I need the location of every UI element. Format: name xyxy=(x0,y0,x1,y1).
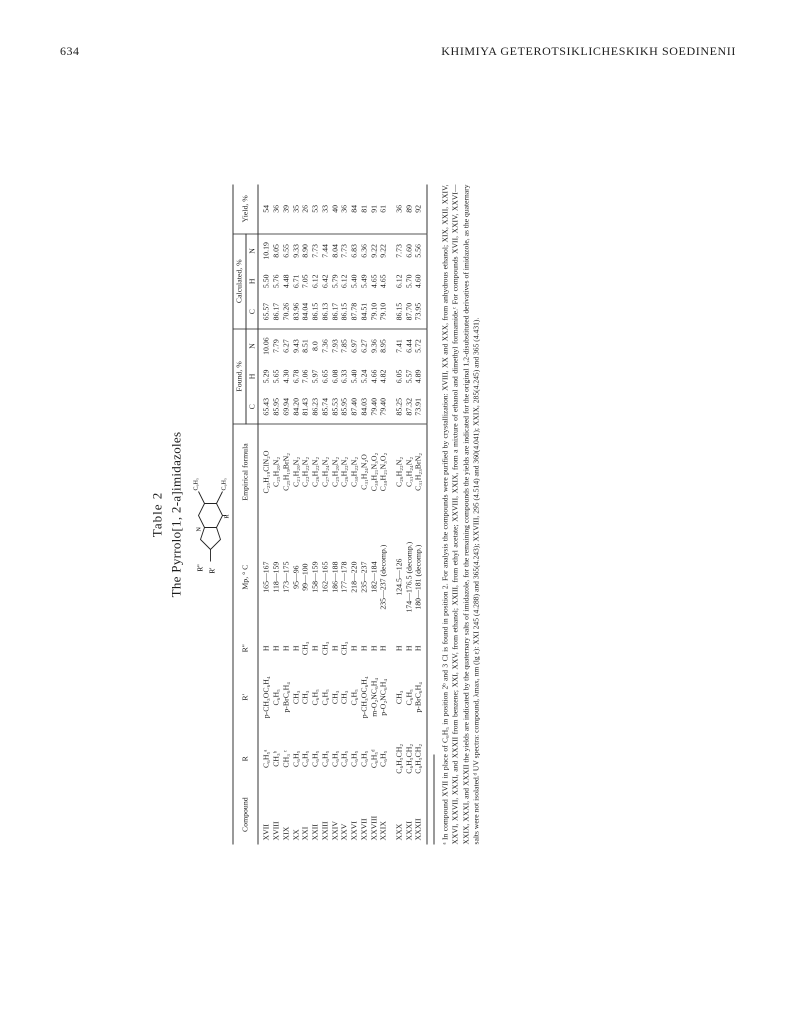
cell-calc-c: 86.13 xyxy=(320,295,330,329)
cell-yield: 84 xyxy=(350,185,360,234)
cell-r2: H xyxy=(394,645,404,652)
cell-r: C₆H₅ xyxy=(330,750,340,767)
cell-yield: 91 xyxy=(369,185,379,234)
cell-found-c: 65.43 xyxy=(258,390,271,424)
cell-calc-h: 4.60 xyxy=(413,274,423,289)
cell-found-h: 5.24 xyxy=(359,369,369,384)
cell-calc-n: 9.33 xyxy=(291,244,301,258)
cell-calc-c: 84.04 xyxy=(301,295,311,329)
cell-r: C₆H₅ xyxy=(339,750,349,767)
cell-calc-n: 9.22 xyxy=(378,244,388,258)
cell-r2: CH₃ xyxy=(339,641,349,656)
cell-calc-h: 5.76 xyxy=(271,274,281,289)
table-row xyxy=(379,185,389,845)
cell-r1: p-CH₃OC₆H₄ xyxy=(261,676,271,719)
col-calc-n: N xyxy=(246,234,259,268)
cell-r2: H xyxy=(404,645,414,652)
col-r2: R'' xyxy=(233,635,258,662)
table-row xyxy=(320,185,330,845)
col-calc-h: H xyxy=(246,268,259,295)
cell-r2: CH₃ xyxy=(300,641,310,656)
cell-found-n: 7.41 xyxy=(394,339,404,353)
cell-compound: XVII xyxy=(261,824,271,841)
cell-calc-c: 86.15 xyxy=(340,295,350,329)
cell-found-n: 9.36 xyxy=(369,339,379,353)
table-row xyxy=(350,185,360,845)
cell-r1: CH₃ xyxy=(339,690,349,705)
cell-r1: CH₃ xyxy=(291,690,301,705)
table-footnotes: ᵃ In compound XVII in place of C₆H₅ in position 2ᵇ and 3 Cl is found in position 2. For analysis the compounds were purified by crystallization: XVIII, XX and XXX, from anhydrous ethanol; XIX, XXII, XXIV, XXVI, XXVII, XXXI, and XXXII from benzene; XXI, XXV, from ethanol; XXIII, from ethyl acetate; XXVIII, XXIX, from a mixture of ethanol and dimethyl formamide.ᶜ For compounds XVII, XXIV, XXVI—XXIX, XXXI, and XXXII the yields are indicated by the quaternary salts of imidazole, for the remaining compounds the yields are indicated for the original 1,2-disubstituted derivatives of imidazole, as the quaternary salts were not isolated.ᵈ UV spectra: compound, λmax, nm (lg ε): XXI 245 (4.288) and 365(4.243); XXVIII, 295 (4.514) and 360(4.041); XXIX, 285(4.245) and 365 (4.431). xyxy=(440,184,481,845)
cell-found-h: 6.08 xyxy=(330,369,340,384)
structure-label-c6h5-bottom: C₆H₅ xyxy=(221,477,228,491)
cell-r: C₆H₅ xyxy=(291,750,301,767)
cell-compound: XXIX xyxy=(378,821,388,841)
cell-yield: 40 xyxy=(330,185,340,234)
cell-mp: 124.5—126 xyxy=(394,558,404,596)
cell-formula: C₃₀H₂₁N₃O₂ xyxy=(378,452,388,492)
cell-compound: XXI xyxy=(300,826,310,841)
cell-formula: C₂₂H₂₂N₂ xyxy=(300,456,310,488)
cell-mp: 118—159 xyxy=(271,561,281,593)
cell-found-c: 87.40 xyxy=(350,390,360,424)
cell-formula: C₂₆H₂₂N₂ xyxy=(339,456,349,488)
table-row xyxy=(414,185,427,845)
cell-formula: C₂₅H₂₀N₂ xyxy=(330,456,340,488)
cell-r1: CH₃ xyxy=(330,690,340,705)
structure-label-r2: R'' xyxy=(196,564,205,572)
cell-r: C₆H₅ xyxy=(300,750,310,767)
cell-r1: C₆H₅ xyxy=(404,689,414,706)
cell-formula: C₂₇H₂₄N₂ xyxy=(320,456,330,488)
cell-r: C₆H₅CH₂ xyxy=(394,743,404,774)
cell-yield: 89 xyxy=(404,185,414,234)
cell-found-h: 6.33 xyxy=(339,369,349,384)
cell-calc-c: 87.78 xyxy=(350,295,360,329)
cell-formula: C₃₀H₂₁N₃O₂ xyxy=(369,452,379,492)
cell-calc-h: 6.12 xyxy=(394,274,404,289)
cell-calc-n: 8.05 xyxy=(271,244,281,258)
cell-calc-n: 9.22 xyxy=(369,244,379,258)
cell-calc-c: 86.15 xyxy=(311,295,321,329)
cell-mp: 180—181 (decomp.) xyxy=(413,544,423,610)
cell-mp: 99—100 xyxy=(300,563,310,591)
cell-calc-c: 70.26 xyxy=(281,295,291,329)
col-calc-c: C xyxy=(246,295,259,329)
cell-r: C₆H₅ xyxy=(320,750,330,767)
cell-r1: C₆H₅ xyxy=(271,689,281,706)
cell-calc-n: 6.83 xyxy=(349,244,359,258)
cell-calc-c: 65.57 xyxy=(258,295,271,329)
cell-yield: 39 xyxy=(281,185,291,234)
cell-r: C₆H₅ᵃ xyxy=(261,749,271,769)
cell-calc-h: 6.12 xyxy=(339,274,349,289)
cell-calc-n: 8.04 xyxy=(330,244,340,258)
cell-r1: C₆H₅ xyxy=(310,689,320,706)
table-row xyxy=(369,185,379,845)
col-found-c: C xyxy=(246,390,259,424)
cell-calc-n: 5.56 xyxy=(413,244,423,258)
cell-mp: 158—159 xyxy=(310,561,320,593)
cell-yield: 92 xyxy=(414,185,427,234)
col-r: R xyxy=(233,733,258,785)
cell-mp: 174—176.5 (decomp.) xyxy=(404,541,414,613)
cell-r2: H xyxy=(330,645,340,652)
col-calculated: Calculated, % xyxy=(233,234,246,329)
cell-r2: H xyxy=(281,645,291,652)
structure-label-r1: R' xyxy=(208,567,217,574)
cell-formula: C₂₆H₂₂N₂ xyxy=(394,456,404,488)
col-found-n: N xyxy=(246,329,259,363)
cell-formula: C₂₅H₂₀N₂ xyxy=(271,456,281,488)
cell-calc-c: 86.17 xyxy=(330,295,340,329)
table-row xyxy=(404,185,414,845)
table-row xyxy=(330,185,340,845)
cell-found-c: 87.32 xyxy=(404,390,414,424)
cell-calc-c: 87.70 xyxy=(404,295,414,329)
cell-calc-c: 86.17 xyxy=(272,295,282,329)
cell-found-c: 85.95 xyxy=(272,390,282,424)
cell-compound: XX xyxy=(291,829,301,841)
cell-found-c: 85.74 xyxy=(320,390,330,424)
cell-compound: XXVIII xyxy=(369,815,379,841)
cell-found-c: 85.95 xyxy=(340,390,350,424)
cell-found-h: 5.29 xyxy=(261,369,271,384)
cell-r: CH₃ᵇ xyxy=(271,750,281,767)
cell-mp: 218—220 xyxy=(349,561,359,593)
cell-calc-n: 6.36 xyxy=(359,244,369,258)
cell-mp: 186—188 xyxy=(330,561,340,593)
cell-calc-c: 86.15 xyxy=(389,295,405,329)
cell-formula: C₂₅H₁₉ClN₂O xyxy=(261,450,271,494)
cell-calc-h: 7.05 xyxy=(300,274,310,289)
pyrroloimidazole-structure-diagram xyxy=(187,440,229,590)
cell-calc-n: 7.73 xyxy=(394,244,404,258)
pyrroloimidazole-table xyxy=(233,185,428,845)
cell-found-c: 69.94 xyxy=(281,390,291,424)
footnote-rule xyxy=(434,755,435,845)
cell-r1: C₆H₅ xyxy=(320,689,330,706)
cell-found-n: 7.79 xyxy=(271,339,281,353)
table-row xyxy=(281,185,291,845)
cell-mp: 235—237 (decomp.) xyxy=(378,544,388,610)
cell-compound: XXII xyxy=(310,824,320,841)
col-found-h: H xyxy=(246,363,259,390)
cell-r1: p-O₂NC₆H₄ xyxy=(378,678,388,716)
cell-found-n: 7.36 xyxy=(320,339,330,353)
cell-yield: 33 xyxy=(320,185,330,234)
cell-mp: 162—165 xyxy=(320,561,330,593)
cell-found-n: 6.44 xyxy=(404,339,414,353)
cell-found-c: 79.40 xyxy=(369,390,379,424)
cell-calc-c: 79.10 xyxy=(379,295,389,329)
cell-calc-n: 8.90 xyxy=(300,244,310,258)
cell-formula: C₂₆H₂₂N₂ xyxy=(310,456,320,488)
table-row xyxy=(389,185,405,845)
cell-r1: C₆H₅ xyxy=(349,689,359,706)
cell-compound: XXVII xyxy=(359,818,369,841)
cell-compound: XXVI xyxy=(349,821,359,841)
cell-r: C₆H₅ᵈ xyxy=(369,749,379,769)
cell-calc-h: 4.48 xyxy=(281,274,291,289)
col-r1: R' xyxy=(233,662,258,733)
cell-compound: XVIII xyxy=(271,821,281,841)
cell-found-h: 5.65 xyxy=(271,369,281,384)
cell-found-h: 5.97 xyxy=(310,369,320,384)
cell-r1: p-BrC₆H₄ xyxy=(413,682,423,713)
table-row xyxy=(340,185,350,845)
cell-calc-h: 6.42 xyxy=(320,274,330,289)
cell-calc-h: 5.50 xyxy=(261,274,271,289)
cell-calc-c: 84.51 xyxy=(359,295,369,329)
table-row xyxy=(311,185,321,845)
cell-calc-n: 7.73 xyxy=(310,244,320,258)
cell-calc-n: 10.19 xyxy=(261,242,271,260)
cell-r1: p-CH₃OC₆H₄ xyxy=(359,676,369,719)
cell-found-h: 6.05 xyxy=(394,369,404,384)
cell-calc-h: 5.70 xyxy=(404,274,414,289)
cell-found-h: 5.57 xyxy=(404,369,414,384)
cell-r2: H xyxy=(349,645,359,652)
cell-r2: CH₃ xyxy=(320,641,330,656)
cell-yield: 36 xyxy=(389,185,405,234)
cell-r2: H xyxy=(378,645,388,652)
cell-calc-n: 7.44 xyxy=(320,244,330,258)
cell-formula: C₃₁H₂₄N₂O xyxy=(359,454,369,490)
cell-calc-h: 5.40 xyxy=(349,274,359,289)
col-mp: Mp, ° C xyxy=(233,519,258,634)
table-title: The Pyrrolo[1, 2-a]imidazoles xyxy=(168,431,184,598)
cell-mp: 235—237 xyxy=(359,561,369,593)
cell-formula: C₃₁H₂₃BrN₂ xyxy=(413,453,423,491)
table-row xyxy=(359,185,369,845)
cell-found-c: 85.25 xyxy=(389,390,405,424)
cell-found-c: 84.03 xyxy=(359,390,369,424)
col-found: Found, % xyxy=(233,329,246,424)
cell-formula: C₃₁H₂₄N₂ xyxy=(404,456,414,488)
cell-r: C₆H₅ xyxy=(359,750,369,767)
cell-r: C₆H₅CH₂ xyxy=(404,743,414,774)
col-formula: Empirical formula xyxy=(233,424,258,519)
cell-r2: H xyxy=(271,645,281,652)
col-compound: Compound xyxy=(233,785,258,845)
cell-compound: XXV xyxy=(339,823,349,841)
page-number: 634 xyxy=(60,44,80,58)
cell-mp: 173—175 xyxy=(281,561,291,593)
cell-r2: H xyxy=(261,645,271,652)
cell-r: C₆H₅ xyxy=(349,750,359,767)
cell-found-c: 79.40 xyxy=(379,390,389,424)
cell-found-n: 8.0 xyxy=(310,341,320,351)
cell-compound: XXX xyxy=(394,823,404,841)
cell-r: C₆H₅CH₂ xyxy=(413,743,423,774)
cell-found-h: 4.30 xyxy=(281,369,291,384)
cell-yield: 54 xyxy=(258,185,271,234)
table-row xyxy=(272,185,282,845)
table-row xyxy=(258,185,271,845)
cell-r1: m-O₂NC₆H₄ xyxy=(369,677,379,717)
cell-found-h: 4.66 xyxy=(369,369,379,384)
cell-r1: CH₃ xyxy=(300,690,310,705)
cell-found-n: 9.43 xyxy=(291,339,301,353)
cell-calc-h: 5.79 xyxy=(330,274,340,289)
cell-found-c: 86.23 xyxy=(311,390,321,424)
cell-calc-h: 4.65 xyxy=(378,274,388,289)
cell-calc-n: 6.55 xyxy=(281,244,291,258)
cell-found-c: 81.43 xyxy=(301,390,311,424)
cell-found-n: 8.95 xyxy=(378,339,388,353)
cell-yield: 36 xyxy=(272,185,282,234)
cell-yield: 61 xyxy=(379,185,389,234)
cell-found-n: 5.72 xyxy=(413,339,423,353)
cell-found-h: 4.89 xyxy=(413,369,423,384)
cell-r1: p-BrC₆H₄ xyxy=(281,682,291,713)
cell-formula: C₂₅H₁₉BrN₂ xyxy=(281,453,291,491)
col-yield: Yield, % xyxy=(233,185,258,234)
cell-calc-h: 6.71 xyxy=(291,274,301,289)
cell-yield: 81 xyxy=(359,185,369,234)
journal-title: KHIMIYA GETEROTSIKLICHESKIKH SOEDINENII xyxy=(441,44,736,58)
cell-calc-h: 6.12 xyxy=(310,274,320,289)
cell-found-n: 7.93 xyxy=(330,339,340,353)
cell-found-h: 4.82 xyxy=(378,369,388,384)
cell-calc-h: 5.49 xyxy=(359,274,369,289)
cell-r: C₆H₅ xyxy=(378,750,388,767)
cell-found-h: 6.78 xyxy=(291,369,301,384)
cell-calc-n: 7.73 xyxy=(339,244,349,258)
cell-r2: H xyxy=(291,645,301,652)
cell-found-h: 6.65 xyxy=(320,369,330,384)
cell-calc-c: 79.10 xyxy=(369,295,379,329)
rotated-table-block xyxy=(148,185,573,845)
cell-mp: 177—178 xyxy=(339,561,349,593)
cell-found-n: 6.97 xyxy=(349,339,359,353)
cell-found-n: 6.27 xyxy=(281,339,291,353)
table-label: Table 2 xyxy=(149,491,165,538)
cell-calc-n: 6.60 xyxy=(404,244,414,258)
cell-r2: H xyxy=(413,645,423,652)
cell-found-n: 8.51 xyxy=(300,339,310,353)
cell-found-c: 73.91 xyxy=(414,390,427,424)
cell-found-c: 85.53 xyxy=(330,390,340,424)
cell-found-n: 6.27 xyxy=(359,339,369,353)
cell-mp: 95—96 xyxy=(291,565,301,589)
cell-r2: H xyxy=(369,645,379,652)
cell-r: C₆H₅ xyxy=(310,750,320,767)
table-row xyxy=(301,185,311,845)
cell-compound: XIX xyxy=(281,826,291,841)
cell-mp: 182—184 xyxy=(369,561,379,593)
cell-calc-c: 73.95 xyxy=(414,295,427,329)
cell-r2: H xyxy=(310,645,320,652)
cell-formula: C₂₁H₂₀N₂ xyxy=(291,456,301,488)
cell-found-h: 7.06 xyxy=(300,369,310,384)
cell-yield: 26 xyxy=(301,185,311,234)
cell-calc-c: 83.96 xyxy=(291,295,301,329)
cell-yield: 53 xyxy=(311,185,321,234)
table-row xyxy=(291,185,301,845)
table-body xyxy=(258,185,427,845)
cell-mp: 165—167 xyxy=(261,561,271,593)
cell-r: CH₃ ᶜ xyxy=(281,750,291,768)
structure-label-r: R xyxy=(224,514,231,519)
cell-found-c: 84.20 xyxy=(291,390,301,424)
structure-label-c6h5-top: C₆H₅ xyxy=(193,477,200,491)
cell-compound: XXIII xyxy=(320,821,330,841)
cell-formula: C₃₀H₂₂N₂ xyxy=(349,456,359,488)
cell-r1: CH₃ xyxy=(394,690,404,705)
cell-found-h: 5.40 xyxy=(349,369,359,384)
cell-compound: XXXI xyxy=(404,821,414,841)
cell-r2: H xyxy=(359,645,369,652)
structure-label-n: N xyxy=(196,527,203,532)
cell-calc-h: 4.65 xyxy=(369,274,379,289)
cell-yield: 35 xyxy=(291,185,301,234)
cell-compound: XXIV xyxy=(330,821,340,841)
cell-found-n: 10.06 xyxy=(261,337,271,355)
cell-yield: 36 xyxy=(340,185,350,234)
cell-found-n: 7.85 xyxy=(339,339,349,353)
cell-compound: XXXII xyxy=(413,818,423,841)
